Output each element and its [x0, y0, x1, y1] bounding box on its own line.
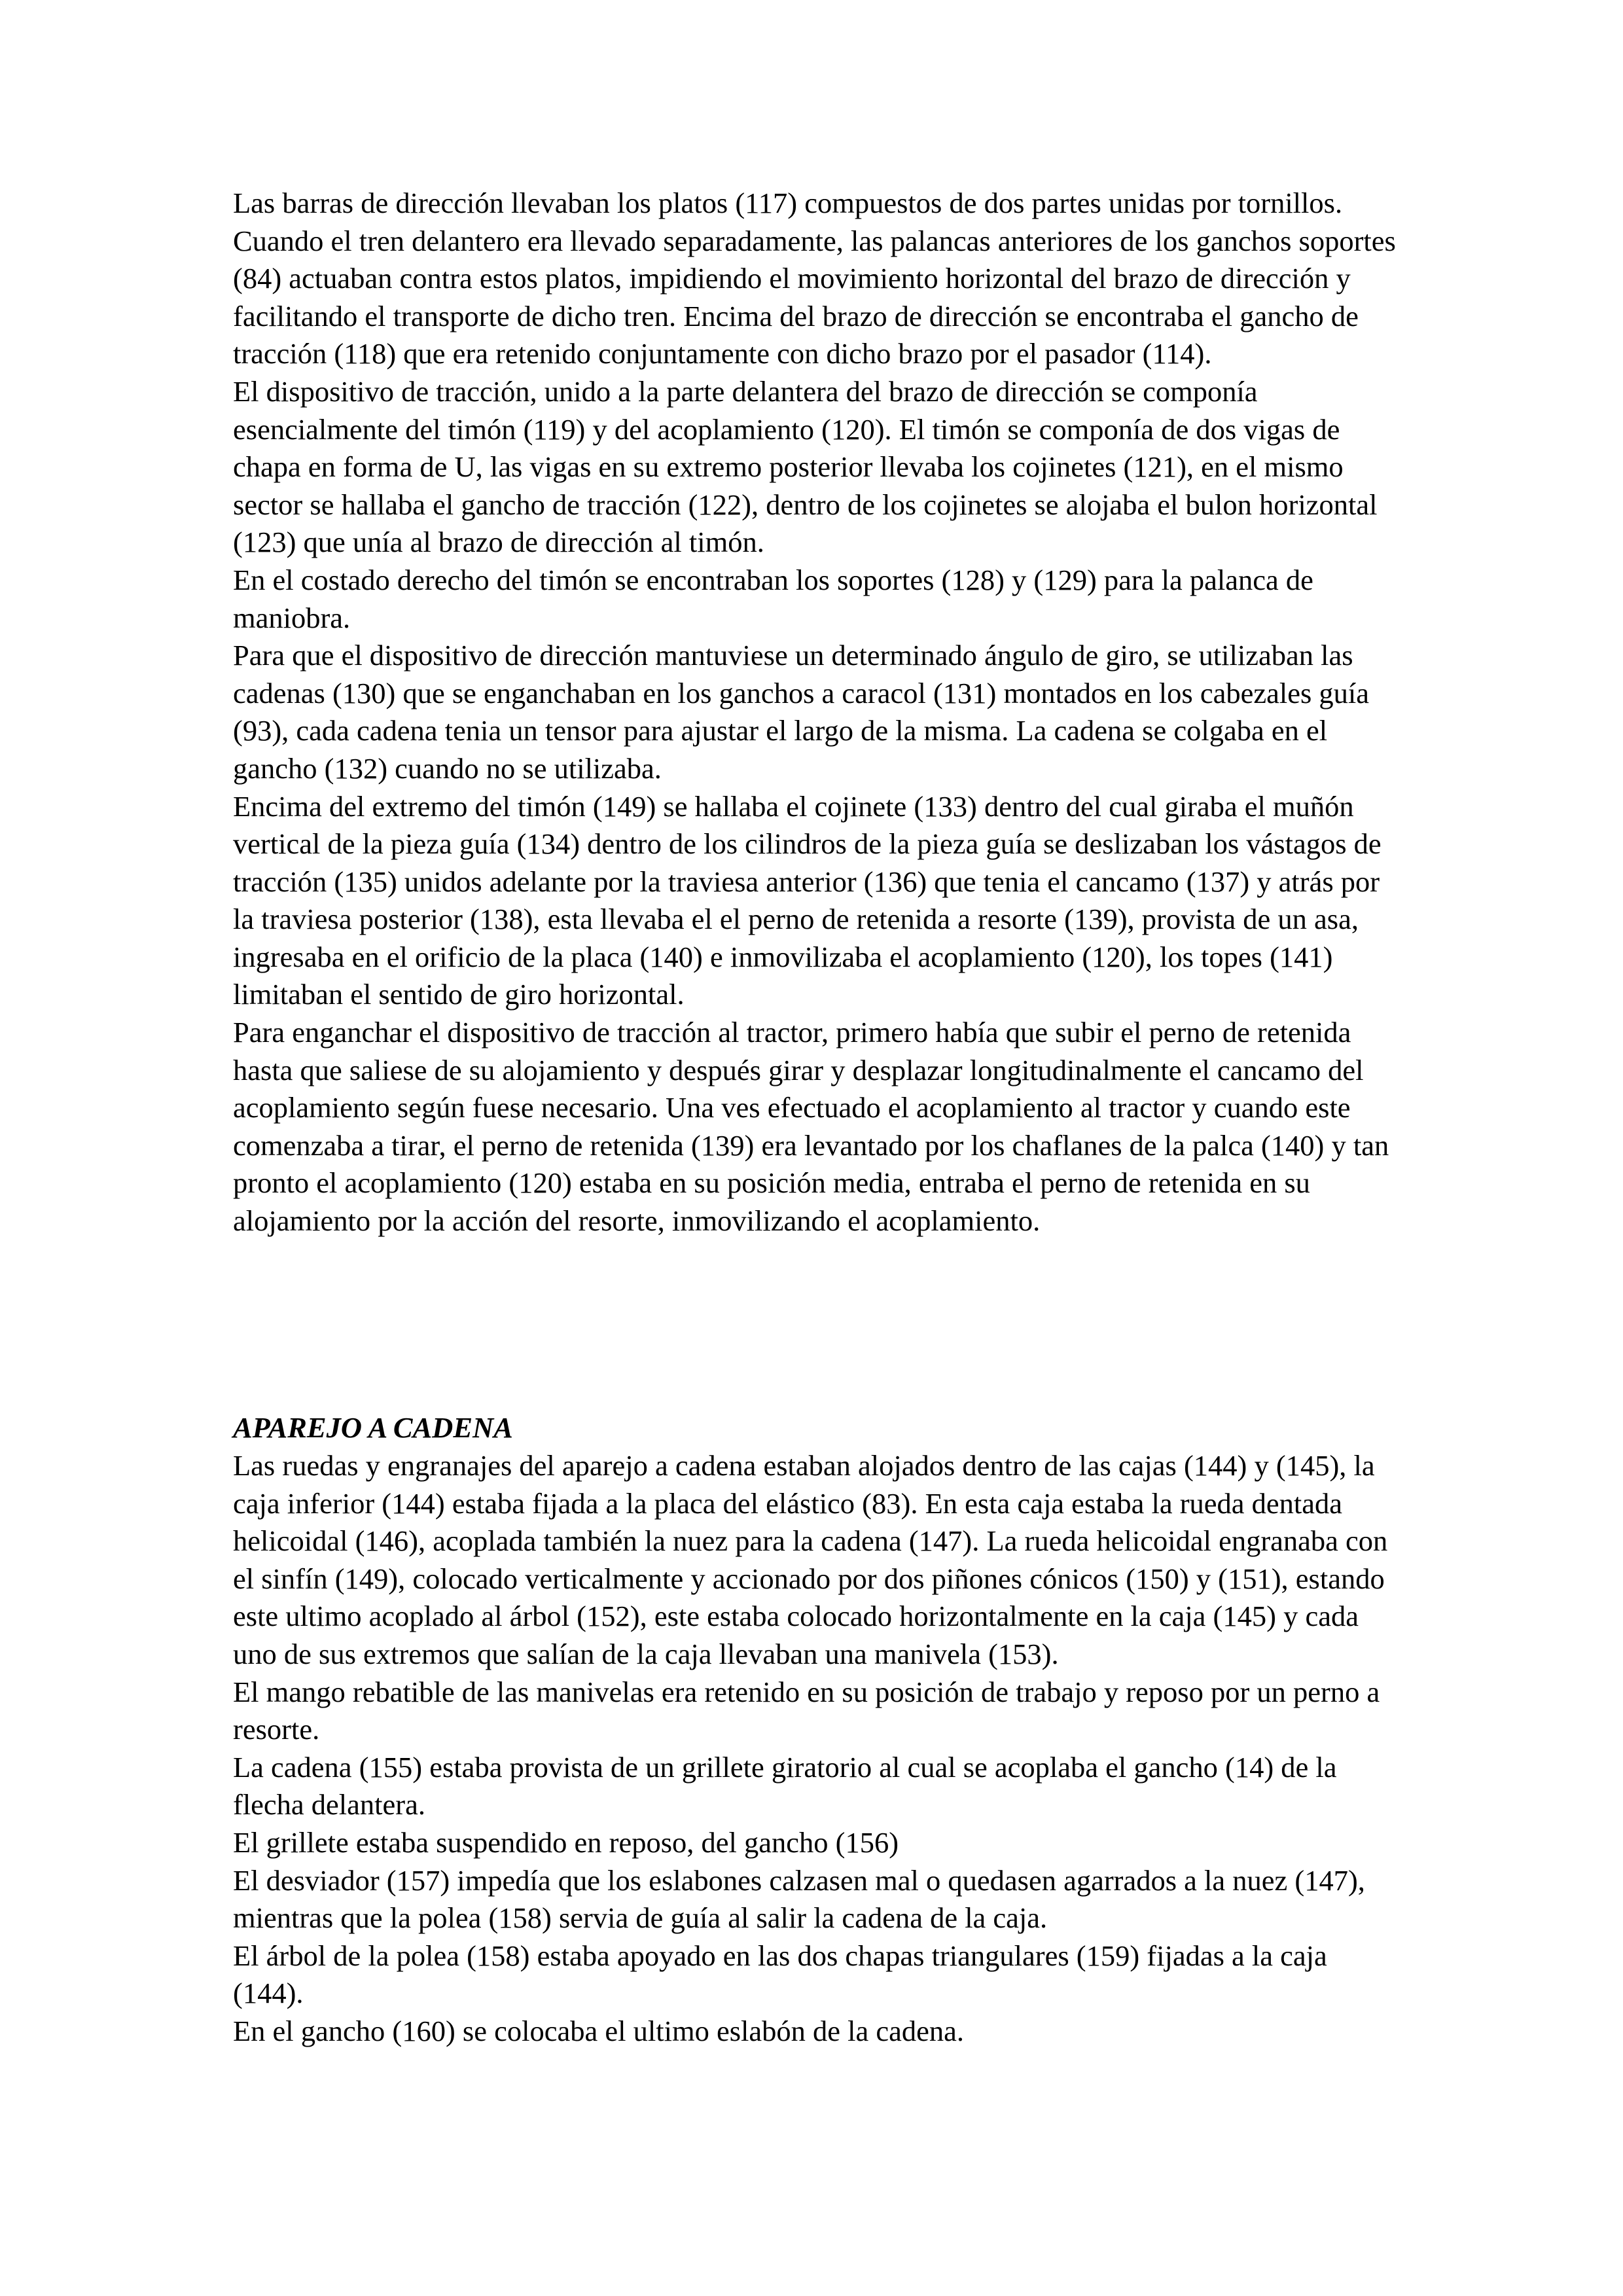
paragraph: En el costado derecho del timón se encontraban los soportes (128) y (129) para la palanca de maniobra. — [233, 563, 1313, 634]
paragraph: El árbol de la polea (158) estaba apoyado en las dos chapas triangulares (159) fijadas a la caja (144). — [233, 1939, 1327, 2010]
paragraph: El desviador (157) impedía que los eslabones calzasen mal o quedasen agarrados a la nuez (147), mientras que la polea (158) servia de guía al salir la cadena de la caja. — [233, 1863, 1365, 1935]
paragraph: Encima del extremo del timón (149) se hallaba el cojinete (133) dentro del cual giraba el muñón vertical de la pieza guía (134) dentro de los cilindros de la pieza guía se deslizaban los vástagos de tracción (135) unidos adelante por la traviesa anterior (136) que tenia el cancamo (137) y atrás por la traviesa posterior (138), esta llevaba el el perno de retenida a resorte (139), provista de un asa, ingresaba en el orificio de la placa (140) e inmovilizaba el acoplamiento (120), los topes (141) limitaban el sentido de giro horizontal. — [233, 789, 1382, 1011]
paragraph: El dispositivo de tracción, unido a la parte delantera del brazo de dirección se componía esencialmente del timón (119) y del acoplamiento (120). El timón se componía de dos vigas de chapa en forma de U, las vigas en su extremo posterior llevaba los cojinetes (121), en el mismo sector se hallaba el gancho de tracción (122), dentro de los cojinetes se alojaba el bulon horizontal (123) que unía al brazo de dirección al timón. — [233, 374, 1378, 559]
paragraph: La cadena (155) estaba provista de un grillete giratorio al cual se acoplaba el gancho (14) de la flecha delantera. — [233, 1750, 1337, 1821]
section-chain-hoist — [233, 1447, 1404, 2051]
section-traction-device — [233, 185, 1404, 1240]
paragraph: Las ruedas y engranajes del aparejo a cadena estaban alojados dentro de las cajas (144) y (145), la caja inferior (144) estaba fijada a la placa del elástico (83). En esta caja estaba la rueda dentada helicoidal (146), acoplada también la nuez para la cadena (147). La rueda helicoidal engranaba con el sinfín (149), colocado verticalmente y accionado por dos piñones cónicos (150) y (151), estando este ultimo acoplado al árbol (152), este estaba colocado horizontalmente en la caja (145) y cada uno de sus extremos que salían de la caja llevaban una manivela (153). — [233, 1449, 1388, 1670]
paragraph: En el gancho (160) se colocaba el ultimo eslabón de la cadena. — [233, 2014, 964, 2047]
section-heading: APAREJO A CADENA — [233, 1411, 513, 1444]
paragraph: Para enganchar el dispositivo de tracción al tractor, primero había que subir el perno de retenida hasta que saliese de su alojamiento y después girar y desplazar longitudinalmente el cancamo del acoplamiento según fuese necesario. Una ves efectuado el acoplamiento al tractor y cuando este comenzaba a tirar, el perno de retenida (139) era levantado por los chaflanes de la palca (140) y tan pronto el acoplamiento (120) estaba en su posición media, entraba el perno de retenida en su alojamiento por la acción del resorte, inmovilizando el acoplamiento. — [233, 1016, 1389, 1238]
paragraph: El mango rebatible de las manivelas era retenido en su posición de trabajo y reposo por un perno a resorte. — [233, 1675, 1380, 1746]
paragraph: Para que el dispositivo de dirección mantuviese un determinado ángulo de giro, se utilizaban las cadenas (130) que se enganchaban en los ganchos a caracol (131) montados en los cabezales guía (93), cada cadena tenia un tensor para ajustar el largo de la misma. La cadena se colgaba en el gancho (132) cuando no se utilizaba. — [233, 639, 1370, 785]
paragraph: El grillete estaba suspendido en reposo, del gancho (156) — [233, 1825, 899, 1859]
paragraph: Las barras de dirección llevaban los platos (117) compuestos de dos partes unidas por tornillos. Cuando el tren delantero era llevado separadamente, las palancas anteriores de los ganchos soportes (84) actuaban contra estos platos, impidiendo el movimiento horizontal del brazo de dirección y facilitando el transporte de dicho tren. Encima del brazo de dirección se encontraba el gancho de tracción (118) que era retenido conjuntamente con dicho brazo por el pasador (114). — [233, 187, 1396, 370]
